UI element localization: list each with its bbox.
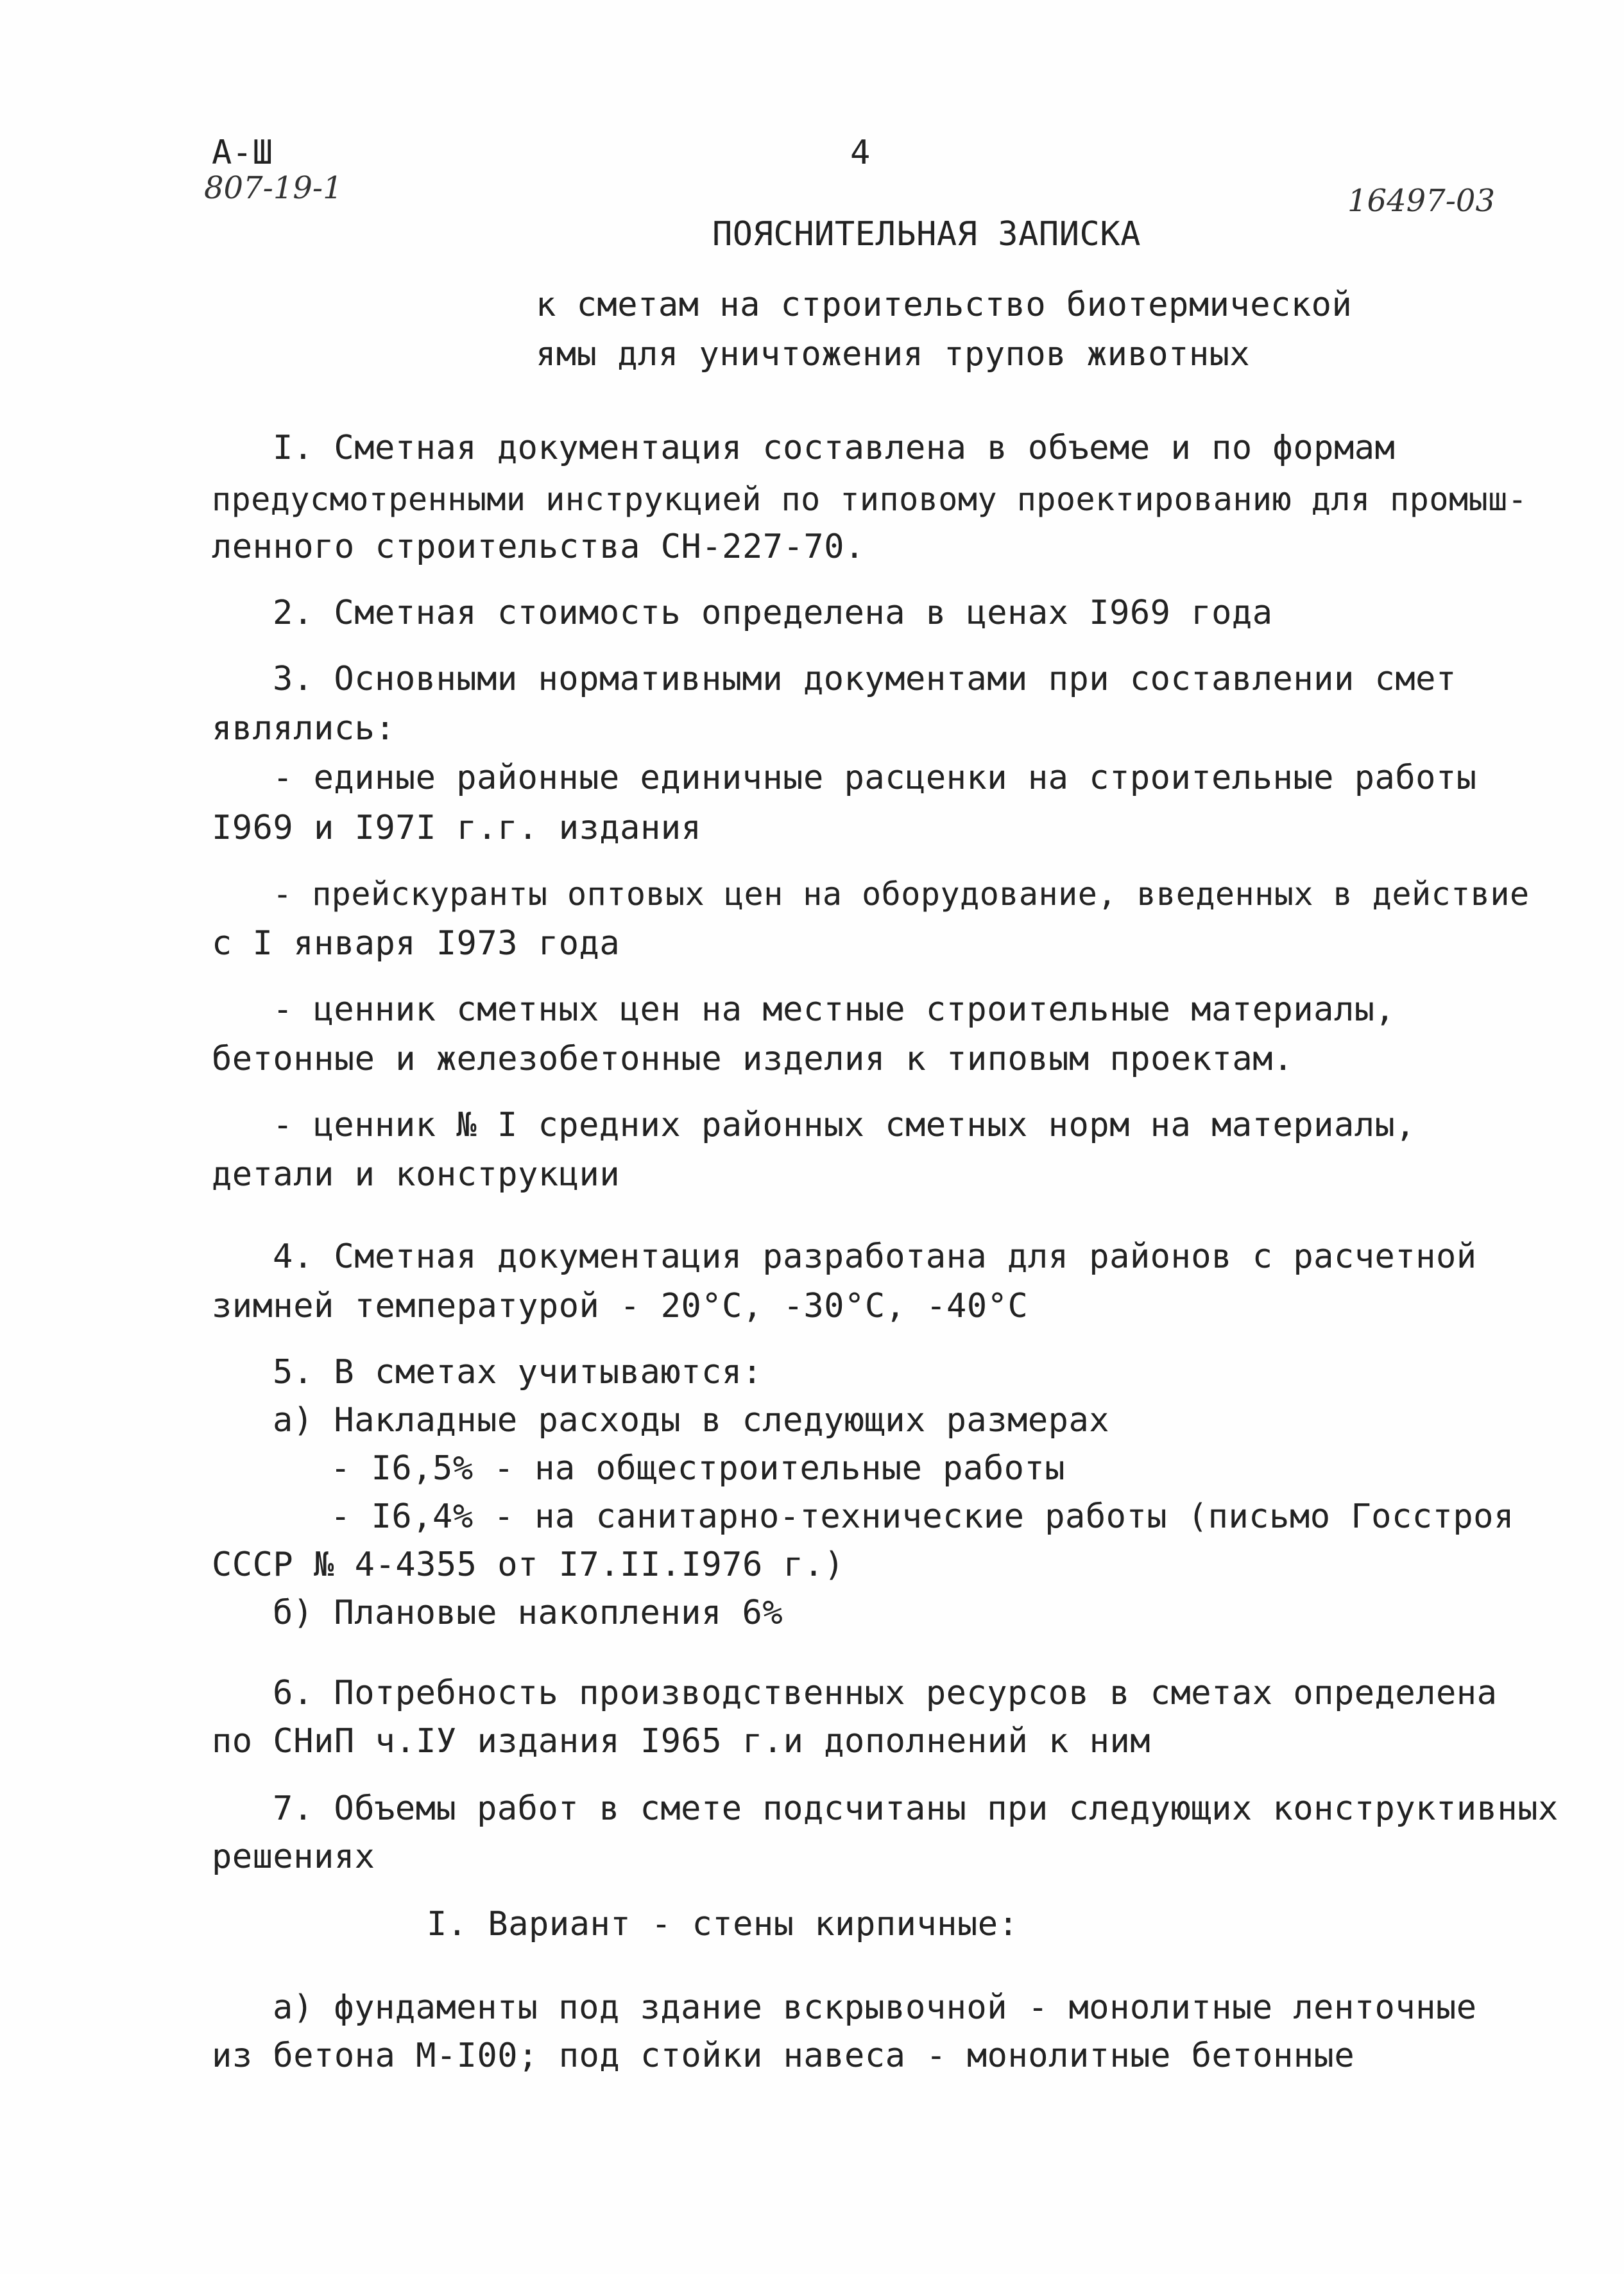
- text-line: - прейскуранты оптовых цен на оборудование, введенных в действие: [273, 875, 1530, 913]
- text-line: СССР № 4-4355 от I7.II.I976 г.): [212, 1546, 845, 1584]
- text-line: решениях: [212, 1838, 375, 1876]
- text-line: 3. Основными нормативными документами при составлении смет: [273, 660, 1457, 698]
- text-line: I969 и I97I г.г. издания: [212, 809, 702, 847]
- text-line: из бетона М-I00; под стойки навеса - монолитные бетонные: [212, 2037, 1355, 2075]
- series-code: А-Ш: [212, 134, 273, 172]
- text-line: а) Накладные расходы в следующих размерах: [273, 1401, 1110, 1440]
- page-number: 4: [850, 134, 871, 172]
- text-line: - I6,5% - на общестроительные работы: [330, 1449, 1066, 1488]
- text-line: детали и конструкции: [212, 1155, 620, 1194]
- text-line: - ценник № I средних районных сметных норм на материалы,: [273, 1106, 1416, 1144]
- subtitle-line: к сметам на строительство биотермической: [536, 286, 1353, 324]
- document-title: ПОЯСНИТЕЛЬНАЯ ЗАПИСКА: [712, 215, 1141, 254]
- text-line: б) Плановые накопления 6%: [273, 1594, 783, 1632]
- text-line: ленного строительства СН-227-70.: [212, 528, 865, 566]
- text-line: - ценник сметных цен на местные строительные материалы,: [273, 990, 1396, 1029]
- text-line: предусмотренными инструкцией по типовому проектированию для промыш-: [212, 481, 1528, 518]
- text-line: 5. В сметах учитываются:: [273, 1353, 763, 1391]
- series-number-handwritten: 807-19-1: [204, 170, 343, 206]
- text-line: I. Вариант - стены кирпичные:: [427, 1905, 1019, 1943]
- text-line: 4. Сметная документация разработана для районов с расчетной: [273, 1237, 1477, 1276]
- text-line: 7. Объемы работ в смете подсчитаны при следующих конструктивных: [273, 1789, 1559, 1828]
- archive-number-handwritten: 16497-03: [1347, 183, 1495, 219]
- text-line: I. Сметная документация составлена в объеме и по формам: [273, 429, 1396, 467]
- text-line: являлись:: [212, 709, 396, 748]
- text-line: 6. Потребность производственных ресурсов в сметах определена: [273, 1674, 1498, 1712]
- text-line: а) фундаменты под здание вскрывочной - монолитные ленточные: [273, 1988, 1477, 2027]
- text-line: - единые районные единичные расценки на строительные работы: [273, 759, 1477, 797]
- text-line: зимней температурой - 20°С, -30°С, -40°С: [212, 1287, 1029, 1325]
- text-line: 2. Сметная стоимость определена в ценах I969 года: [273, 594, 1273, 632]
- text-line: - I6,4% - на санитарно-технические работы (письмо Госстроя: [330, 1497, 1514, 1536]
- text-line: бетонные и железобетонные изделия к типовым проектам.: [212, 1040, 1294, 1078]
- subtitle-line: ямы для уничтожения трупов животных: [536, 335, 1251, 374]
- text-line: с I января I973 года: [212, 924, 620, 963]
- text-line: по СНиП ч.IУ издания I965 г.и дополнений к ним: [212, 1722, 1151, 1761]
